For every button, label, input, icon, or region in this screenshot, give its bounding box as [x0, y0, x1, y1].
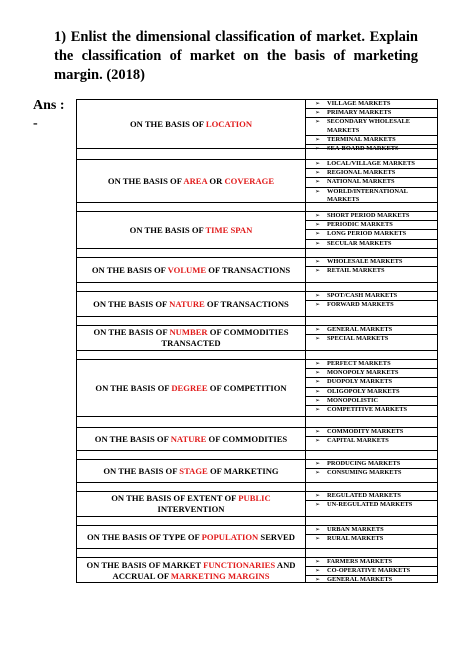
market-name: CAPITAL MARKETS: [327, 437, 389, 445]
market-name: VILLAGE MARKETS: [327, 100, 391, 107]
market-list-item: [306, 258, 437, 267]
market-name: SHORT PERIOD MARKETS: [327, 212, 410, 219]
arrow-bullet-icon: ➢: [315, 221, 321, 229]
market-name: OLIGOPOLY MARKETS: [327, 387, 400, 395]
market-list-item: [306, 109, 437, 118]
row-location: [77, 100, 437, 153]
market-name: PERFECT MARKETS: [327, 360, 391, 367]
basis-label: [77, 100, 305, 148]
market-list-item: [306, 378, 437, 387]
basis-keyword: MARKETING MARGINS: [170, 571, 270, 581]
basis-label: [77, 212, 305, 248]
market-name: PRIMARY MARKETS: [327, 109, 392, 117]
answer-label: Ans :: [33, 98, 65, 113]
market-list: [306, 558, 437, 585]
market-list: [306, 428, 437, 445]
arrow-bullet-icon: ➢: [315, 437, 321, 445]
row-extent: [77, 492, 437, 517]
market-name: CONSUMING MARKETS: [327, 469, 402, 477]
basis-label: [77, 160, 305, 202]
market-name: URBAN MARKETS: [327, 526, 384, 533]
basis-label: [77, 526, 305, 548]
basis-label: [77, 492, 305, 516]
market-list: [306, 460, 437, 477]
arrow-bullet-icon: ➢: [315, 526, 321, 533]
basis-keyword: PUBLIC: [238, 493, 271, 503]
basis-text: ON THE BASIS OF: [91, 264, 168, 275]
market-name: NATIONAL MARKETS: [327, 178, 395, 186]
market-list-item: [306, 100, 437, 109]
market-list-item: [306, 240, 437, 248]
arrow-bullet-icon: ➢: [315, 301, 321, 309]
arrow-bullet-icon: ➢: [315, 501, 321, 509]
market-name: REGULATED MARKETS: [327, 492, 401, 499]
market-list: [306, 360, 437, 414]
basis-text: OF TRANSACTIONS: [206, 264, 291, 275]
market-list-item: [306, 558, 437, 567]
market-list-item: [306, 576, 437, 584]
arrow-bullet-icon: ➢: [315, 239, 321, 247]
market-list-item: [306, 428, 437, 437]
arrow-bullet-icon: ➢: [315, 292, 321, 299]
market-list-item: [306, 118, 437, 135]
market-list-item: [306, 230, 437, 239]
basis-label: [77, 428, 305, 450]
arrow-bullet-icon: ➢: [315, 535, 321, 543]
basis-text: OF MARKETING: [207, 465, 279, 476]
market-name: UN-REGULATED MARKETS: [327, 501, 413, 509]
market-name: SPECIAL MARKETS: [327, 335, 389, 343]
market-list-item: [306, 437, 437, 445]
market-name: SECONDARY WHOLESALE MARKETS: [327, 118, 411, 134]
market-list: [306, 492, 437, 509]
market-list-item: [306, 469, 437, 477]
arrow-bullet-icon: ➢: [315, 369, 321, 377]
row-stage: [77, 460, 437, 483]
arrow-bullet-icon: ➢: [315, 258, 321, 265]
market-list-item: [306, 169, 437, 178]
basis-text: ON THE BASIS OF: [93, 327, 170, 337]
market-list-item: [306, 178, 437, 187]
market-list-item: [306, 501, 437, 509]
row-degree: [77, 360, 437, 417]
basis-text: INTERVENTION: [157, 504, 225, 514]
basis-label: [77, 460, 305, 482]
market-list-item: [306, 221, 437, 230]
market-list-item: [306, 188, 437, 204]
market-name: CO-OPERATIVE MARKETS: [327, 567, 411, 575]
market-name: PERIODIC MARKETS: [327, 221, 393, 229]
arrow-bullet-icon: ➢: [315, 169, 321, 177]
market-name: PRODUCING MARKETS: [327, 460, 401, 467]
basis-text: ON THE BASIS OF: [107, 175, 184, 186]
arrow-bullet-icon: ➢: [315, 118, 321, 126]
market-name: FARMERS MARKETS: [327, 558, 393, 565]
market-name: COMMODITY MARKETS: [327, 428, 404, 435]
arrow-bullet-icon: ➢: [315, 160, 321, 167]
basis-keyword: COVERAGE: [224, 175, 275, 186]
basis-text: OF COMPETITION: [207, 382, 287, 393]
arrow-bullet-icon: ➢: [315, 109, 321, 117]
arrow-bullet-icon: ➢: [315, 469, 321, 477]
market-list: [306, 326, 437, 343]
market-list-item: [306, 326, 437, 335]
arrow-bullet-icon: ➢: [315, 360, 321, 367]
arrow-bullet-icon: ➢: [315, 135, 321, 143]
row-volume: [77, 258, 437, 283]
row-functionaries: [77, 558, 437, 584]
arrow-bullet-icon: ➢: [315, 145, 321, 153]
basis-keyword: NATURE: [169, 298, 205, 309]
basis-keyword: FUNCTIONARIES: [203, 560, 276, 570]
market-list: [306, 292, 437, 309]
market-name: WHOLESALE MARKETS: [327, 258, 403, 265]
basis-text: ON THE BASIS OF: [129, 224, 206, 235]
market-list: [306, 526, 437, 543]
market-name: WORLD/INTERNATIONAL MARKETS: [327, 187, 408, 203]
classification-table: [76, 99, 438, 583]
market-name: GENERAL MARKETS: [327, 326, 393, 333]
basis-keyword: STAGE: [179, 465, 208, 476]
arrow-bullet-icon: ➢: [315, 178, 321, 186]
basis-text: ON THE BASIS OF: [93, 298, 170, 309]
market-list-item: [306, 360, 437, 369]
arrow-bullet-icon: ➢: [315, 567, 321, 575]
market-name: MONOPOLISTIC: [327, 396, 379, 404]
basis-text: OF COMMODITIES TRANSACTED: [161, 327, 289, 348]
basis-text: ON THE BASIS OF: [103, 465, 180, 476]
market-list-item: [306, 335, 437, 343]
market-list-item: [306, 212, 437, 221]
basis-text: AND ACCRUAL OF: [112, 560, 296, 581]
market-name: LONG PERIOD MARKETS: [327, 230, 407, 238]
basis-text: ON THE BASIS OF: [94, 433, 171, 444]
arrow-bullet-icon: ➢: [315, 492, 321, 499]
basis-label: [77, 360, 305, 416]
market-name: TERMINAL MARKETS: [327, 135, 396, 143]
market-name: SEA-BOARD MARKETS: [327, 145, 399, 153]
market-name: DUOPOLY MARKETS: [327, 378, 393, 386]
basis-keyword: NATURE: [170, 433, 207, 444]
market-list-item: [306, 460, 437, 469]
basis-label: [77, 292, 305, 316]
row-nature_tx: [77, 292, 437, 317]
arrow-bullet-icon: ➢: [315, 428, 321, 435]
market-list-item: [306, 526, 437, 535]
basis-text: SERVED: [258, 531, 295, 542]
market-list-item: [306, 160, 437, 169]
arrow-bullet-icon: ➢: [315, 100, 321, 107]
market-list-item: [306, 369, 437, 378]
row-number: [77, 326, 437, 351]
arrow-bullet-icon: ➢: [315, 335, 321, 343]
market-list-item: [306, 492, 437, 501]
market-list-item: [306, 388, 437, 397]
market-name: COMPETITIVE MARKETS: [327, 406, 408, 414]
market-list-item: [306, 567, 437, 576]
market-list: [306, 160, 437, 204]
arrow-bullet-icon: ➢: [315, 406, 321, 414]
market-name: SECULAR MARKETS: [327, 239, 392, 247]
basis-keyword: NUMBER: [169, 327, 208, 337]
market-list-item: [306, 136, 437, 145]
basis-keyword: TIME SPAN: [205, 224, 253, 235]
market-list-item: [306, 292, 437, 301]
market-name: MONOPOLY MARKETS: [327, 369, 399, 377]
basis-keyword: POPULATION: [201, 531, 259, 542]
arrow-bullet-icon: ➢: [315, 558, 321, 565]
row-time: [77, 212, 437, 249]
arrow-bullet-icon: ➢: [315, 387, 321, 395]
basis-keyword: DEGREE: [171, 382, 208, 393]
row-population: [77, 526, 437, 549]
basis-text: OF TRANSACTIONS: [204, 298, 289, 309]
market-list-item: [306, 267, 437, 275]
arrow-bullet-icon: ➢: [315, 187, 321, 195]
row-nature_com: [77, 428, 437, 451]
market-list: [306, 100, 437, 153]
basis-text: OR: [207, 175, 225, 186]
arrow-bullet-icon: ➢: [315, 230, 321, 238]
market-name: RURAL MARKETS: [327, 535, 384, 543]
market-list-item: [306, 406, 437, 414]
arrow-bullet-icon: ➢: [315, 267, 321, 275]
basis-text: ON THE BASIS OF EXTENT OF: [111, 493, 239, 503]
market-list-item: [306, 535, 437, 543]
basis-text: ON THE BASIS OF: [129, 118, 206, 129]
market-list-item: [306, 145, 437, 153]
arrow-bullet-icon: ➢: [315, 396, 321, 404]
market-name: GENERAL MARKETS: [327, 576, 393, 584]
basis-label: [77, 326, 305, 350]
market-list-item: [306, 301, 437, 309]
basis-text: ON THE BASIS OF MARKET: [86, 560, 204, 570]
basis-keyword: AREA: [183, 175, 208, 186]
market-name: SPOT/CASH MARKETS: [327, 292, 398, 299]
basis-text: ON THE BASIS OF: [95, 382, 172, 393]
basis-keyword: VOLUME: [167, 264, 207, 275]
basis-label: [77, 258, 305, 282]
market-list: [306, 212, 437, 248]
arrow-bullet-icon: ➢: [315, 460, 321, 467]
basis-keyword: LOCATION: [205, 118, 253, 129]
market-list-item: [306, 397, 437, 406]
row-area: [77, 160, 437, 203]
answer-dash: -: [33, 116, 38, 131]
basis-text: ON THE BASIS OF TYPE OF: [87, 531, 202, 542]
question-text: 1) Enlist the dimensional classification of market. Explain the classification of market on the basis of marketing margin. (2018): [54, 29, 418, 83]
market-list: [306, 258, 437, 275]
market-name: RETAIL MARKETS: [327, 267, 385, 275]
market-name: LOCAL/VILLAGE MARKETS: [327, 160, 415, 167]
basis-text: OF COMMODITIES: [206, 433, 288, 444]
arrow-bullet-icon: ➢: [315, 212, 321, 219]
market-name: REGIONAL MARKETS: [327, 169, 396, 177]
arrow-bullet-icon: ➢: [315, 378, 321, 386]
arrow-bullet-icon: ➢: [315, 326, 321, 333]
arrow-bullet-icon: ➢: [315, 576, 321, 584]
market-name: FORWARD MARKETS: [327, 301, 394, 309]
basis-label: [77, 558, 305, 584]
